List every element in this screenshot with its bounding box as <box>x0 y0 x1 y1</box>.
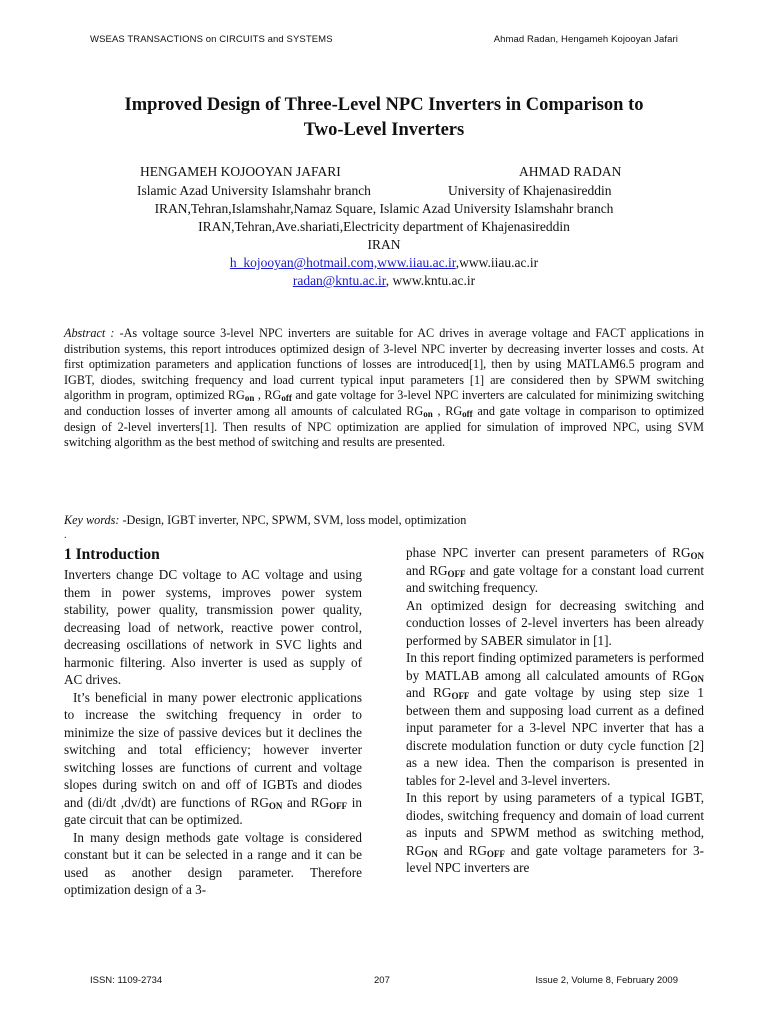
right-paragraph-3 <box>406 649 704 789</box>
right-paragraph-4 <box>406 789 704 877</box>
affiliation-line-3: IRAN,Tehran,Ave.shariati,Electricity department of Khajenasireddin <box>198 219 570 234</box>
email-link-1[interactable]: h_kojooyan@hotmail.com,www.iiau.ac.ir <box>229 255 456 270</box>
running-header-journal: WSEAS TRANSACTIONS on CIRCUITS and SYSTEMS <box>90 34 333 45</box>
abstract-text: -As voltage source 3-level NPC inverters are suitable for AC drives in average voltage and FACT applications in distribution systems, this report introduces optimized design of 3-level NPC inverter by decreasing inverter losses and costs. At first optimization parameters and application functions of losses are introduced[1], then by using MATLAM6.5 program and IGBT, diodes, switching frequency and load current typical input parameters [1] are considered then by SPWM switching algorithm in program, optimized RG <box>64 326 705 403</box>
left-column <box>64 544 362 899</box>
affiliation-line-2: IRAN,Tehran,Islamshahr,Namaz Square, Islamic Azad University Islamshahr branch <box>154 201 614 216</box>
subscript-on: on <box>244 393 255 404</box>
subscript-OFF: OFF <box>329 800 348 811</box>
keywords <box>64 513 704 528</box>
email-line-1 <box>60 254 708 272</box>
email-line-2-rest: , www.kntu.ac.ir <box>385 273 476 288</box>
abstract-text-3: and gate voltage for 3-level NPC inverters are calculated for minimizing switching and conduction losses of inverter among all amounts of calculated RG <box>64 388 705 418</box>
abstract-text-5: and gate voltage in comparison to optimized design of 2-level inverters[1]. Then results of NPC optimization are applied for simulation of improved NPC, using SVM switching algorithm as the best method of switching and results are presented. <box>64 403 705 450</box>
abstract-text-4: , RG <box>432 403 463 418</box>
subscript-off: off <box>281 393 292 404</box>
footer-issue: Issue 2, Volume 8, February 2009 <box>535 975 678 986</box>
right-paragraph-2: An optimized design for decreasing switching and conduction losses of 2-level inverters has been already performed by SABER simulator in [1]. <box>406 597 704 648</box>
right-p3-text-a: In this report finding optimized parameters is performed by MATLAB among all calculated amounts of RG <box>406 650 704 683</box>
right-p4-text-a: In this report by using parameters of a typical IGBT, diodes, switching frequency and domain of load current as inputs and SPWM method as switching method, RG <box>406 790 704 858</box>
subscript-ON-r4: ON <box>424 848 438 859</box>
subscript-OFF-r3: OFF <box>451 691 470 701</box>
right-p4-text-c: and gate voltage parameters for 3-level NPC inverters are <box>406 842 704 875</box>
subscript-OFF-r1: OFF <box>447 568 466 579</box>
email-line-2 <box>60 272 708 290</box>
right-p4-text-b: and RG <box>437 842 487 858</box>
keywords-label: Key words: <box>64 513 123 527</box>
abstract <box>64 326 704 451</box>
subscript-ON: ON <box>268 800 283 811</box>
running-header-authors: Ahmad Radan, Hengameh Kojooyan Jafari <box>493 34 678 45</box>
subscript-ON-r1: ON <box>690 551 704 561</box>
email-line-1-rest: ,www.iiau.ac.ir <box>455 255 539 270</box>
right-column <box>406 544 704 877</box>
intro-paragraph-1: Inverters change DC voltage to AC voltage and using them in power systems, improves power system stability, power quality, transmission power quality, decreasing load of network, reactive power control, decreasing oscillations of network in SVC lights and harmonic filtering. Also inverter is used as supply of AC drives. <box>64 567 362 687</box>
title-line-1: Improved Design of Three-Level NPC Inverters in Comparison to <box>124 95 644 115</box>
right-p1-text-a: phase NPC inverter can present parameters of RG <box>406 545 691 560</box>
intro-p2-text-b: and RG <box>282 794 330 810</box>
affiliation-1-left: Islamic Azad University Islamshahr branch <box>137 183 371 198</box>
keywords-text: -Design, IGBT inverter, NPC, SPWM, SVM, loss model, optimization <box>122 513 467 527</box>
subscript-ON-r3: ON <box>690 673 704 684</box>
subscript-on-2: on <box>423 408 433 419</box>
section-heading-introduction: 1 Introduction <box>64 546 160 563</box>
subscript-off-2: off <box>462 408 473 419</box>
email-link-2[interactable]: radan@kntu.ac.ir <box>292 273 386 288</box>
intro-p2-text-a: It’s beneficial in many power electronic applications to increase the switching frequency in order to minimize the size of passive devices but it declines the switching and total efficiency; however inverter switching losses are functions of current and voltage slopes during switch on and off of IGBTs and diodes and (di/dt ,dv/dt) are functions of RG <box>64 689 362 810</box>
paper-title <box>60 93 708 143</box>
intro-paragraph-3: In many design methods gate voltage is considered constant but it can be selected in a range and it can be used as another design parameter. Therefore optimization design of a 3- <box>64 829 362 897</box>
abstract-label: Abstract : <box>64 326 120 340</box>
keywords-trailing-dot: . <box>64 530 67 541</box>
footer-page-number: 207 <box>374 975 390 986</box>
abstract-text-2: , RG <box>254 388 282 403</box>
affiliation-line-4: IRAN <box>367 237 401 252</box>
author-1-name: HENGAMEH KOJOOYAN JAFARI <box>140 164 341 179</box>
right-p1-text-b: and RG <box>406 562 448 578</box>
title-line-2: Two-Level Inverters <box>303 120 465 140</box>
affiliation-1-right: University of Khajenasireddin <box>448 183 612 198</box>
right-p3-text-b: and RG <box>406 685 452 700</box>
intro-paragraph-2 <box>64 689 362 829</box>
subscript-OFF-r4: OFF <box>486 848 505 859</box>
intro-p2-text-c: in gate circuit that can be optimized. <box>64 794 362 827</box>
right-p3-text-c: and gate voltage by using step size 1 between them and supposing load current as a defined input parameter for a 3-level NPC inverter that has a discrete modulation function or duty cycle function [2] as a new idea. Then the comparison is presented in tables for 2-level and 3-level inverters. <box>406 685 704 788</box>
right-p1-text-c: and gate voltage for a constant load current and switching frequency. <box>406 562 704 595</box>
footer-issn: ISSN: 1109-2734 <box>90 975 163 986</box>
right-paragraph-1 <box>406 544 704 597</box>
author-2-name: AHMAD RADAN <box>519 164 622 179</box>
